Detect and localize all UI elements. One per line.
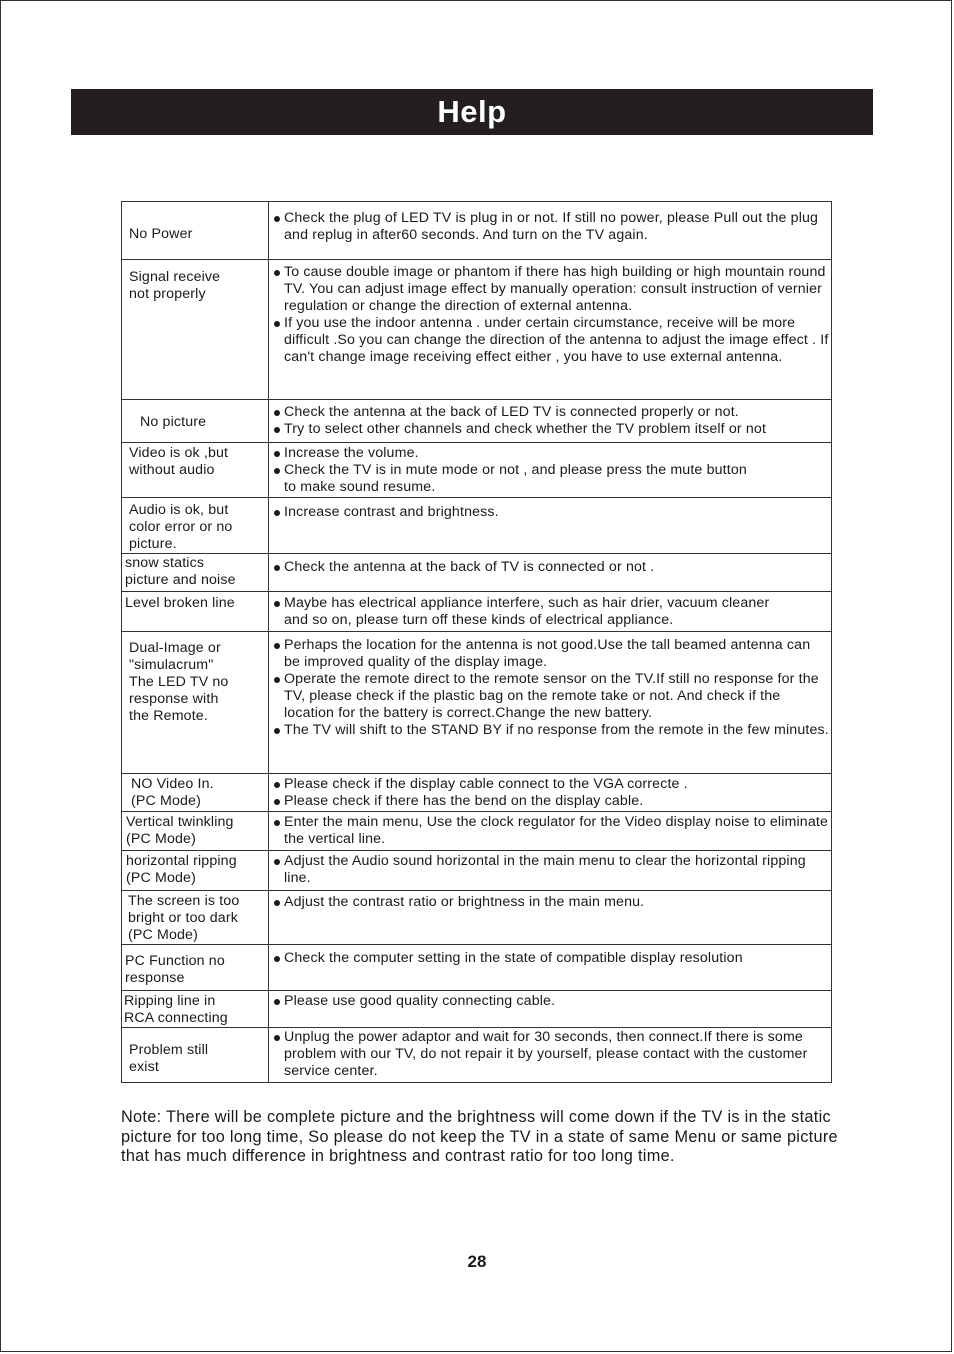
- problem-text: The screen is too bright or too dark (PC Mode): [128, 893, 240, 943]
- solution-cell: [269, 812, 832, 851]
- solution-cell: [269, 443, 832, 498]
- problem-cell: [122, 991, 269, 1028]
- solution-cell: [269, 851, 832, 891]
- solution-cell: [269, 400, 832, 443]
- solution-item: Operate the remote direct to the remote sensor on the TV.If still no response for the TV, please check if the plastic bag on the remote take or not. And check if the location for the battery is correct.Change the new battery.: [273, 671, 829, 722]
- table-row: [122, 851, 832, 891]
- table-row: [122, 554, 832, 592]
- header-bar: [71, 89, 873, 135]
- table-row: [122, 202, 832, 260]
- solution-item: Please use good quality connecting cable.: [273, 993, 829, 1010]
- problem-cell: [122, 592, 269, 632]
- solution-cell: [269, 554, 832, 592]
- solution-item: To cause double image or phantom if there has high building or high mountain round TV. You can adjust image effect by manually operation: consult instruction of vernier regulation or change the direction of external antenna.: [273, 264, 829, 315]
- problem-text: NO Video In. (PC Mode): [131, 776, 214, 809]
- problem-text: PC Function no response: [125, 953, 225, 986]
- solution-cell: [269, 945, 832, 991]
- table-row: [122, 260, 832, 400]
- solution-cell: [269, 202, 832, 260]
- solution-item: Check the plug of LED TV is plug in or not. If still no power, please Pull out the plug and replug in after60 seconds. And turn on the TV again.: [273, 210, 829, 244]
- table-row: [122, 400, 832, 443]
- problem-cell: [122, 1028, 269, 1083]
- problem-cell: [122, 498, 269, 554]
- table-row: [122, 991, 832, 1028]
- table-row: [122, 632, 832, 774]
- table-row: [122, 945, 832, 991]
- solution-item: Adjust the contrast ratio or brightness in the main menu.: [273, 894, 829, 911]
- solution-cell: [269, 592, 832, 632]
- page-title: Help: [437, 94, 507, 129]
- problem-text: No Power: [129, 226, 193, 242]
- problem-cell: [122, 443, 269, 498]
- problem-text: No picture: [140, 414, 207, 430]
- problem-cell: [122, 851, 269, 891]
- problem-cell: [122, 632, 269, 774]
- problem-text: Video is ok ,but without audio: [129, 445, 229, 478]
- solution-cell: [269, 891, 832, 945]
- troubleshooting-table-body: [122, 202, 832, 1083]
- problem-cell: [122, 891, 269, 945]
- solution-item: The TV will shift to the STAND BY if no response from the remote in the few minutes.: [273, 722, 829, 739]
- solution-item: Enter the main menu, Use the clock regulator for the Video display noise to eliminate the vertical line.: [273, 814, 829, 848]
- solution-item: Please check if the display cable connect to the VGA correcte .: [273, 776, 829, 793]
- solution-item: Check the antenna at the back of LED TV is connected properly or not.: [273, 404, 829, 421]
- problem-cell: [122, 554, 269, 592]
- page-number: 28: [467, 1252, 487, 1271]
- solution-item: Try to select other channels and check whether the TV problem itself or not: [273, 421, 829, 438]
- note-paragraph: Note: There will be complete picture and the brightness will come down if the TV is in the static picture for too long time, So please do not keep the TV in a state of same Menu or same picture that has much difference in brightness and contrast ratio for too long time.: [121, 1108, 838, 1165]
- solution-cell: [269, 1028, 832, 1083]
- solution-cell: [269, 498, 832, 554]
- problem-text: snow statics picture and noise: [125, 555, 236, 588]
- solution-item: Check the TV is in mute mode or not , and please press the mute button to make sound resume.: [273, 462, 829, 496]
- troubleshooting-table: [121, 201, 832, 1083]
- table-row: [122, 774, 832, 812]
- problem-text: Level broken line: [125, 595, 235, 611]
- solution-cell: [269, 774, 832, 812]
- solution-item: Increase the volume.: [273, 445, 829, 462]
- table-row: [122, 891, 832, 945]
- solution-item: Maybe has electrical appliance interfere, such as hair drier, vacuum cleaner and so on, please turn off these kinds of electrical appliance.: [273, 595, 829, 629]
- problem-cell: [122, 945, 269, 991]
- problem-text: horizontal ripping (PC Mode): [126, 853, 237, 886]
- solution-item: Check the antenna at the back of TV is connected or not .: [273, 559, 829, 576]
- problem-cell: [122, 774, 269, 812]
- problem-text: Problem still exist: [129, 1042, 209, 1075]
- solution-cell: [269, 991, 832, 1028]
- solution-item: Unplug the power adaptor and wait for 30 seconds, then connect.If there is some problem with our TV, do not repair it by yourself, please contact with the customer service center.: [273, 1029, 829, 1080]
- problem-cell: [122, 400, 269, 443]
- table-row: [122, 592, 832, 632]
- solution-item: If you use the indoor antenna . under certain circumstance, receive will be more difficult .So you can change the direction of the antenna to adjust the image effect . If can't change image receiving effect either , you have to use external antenna.: [273, 315, 829, 366]
- solution-cell: [269, 260, 832, 400]
- problem-cell: [122, 812, 269, 851]
- solution-item: Please check if there has the bend on the display cable.: [273, 793, 829, 810]
- solution-item: Increase contrast and brightness.: [273, 504, 829, 521]
- problem-text: Audio is ok, but color error or no picture.: [129, 502, 233, 552]
- table-row: [122, 498, 832, 554]
- solution-cell: [269, 632, 832, 774]
- solution-item: Check the computer setting in the state of compatible display resolution: [273, 950, 829, 967]
- problem-cell: [122, 202, 269, 260]
- problem-cell: [122, 260, 269, 400]
- problem-text: Vertical twinkling (PC Mode): [126, 814, 234, 847]
- table-row: [122, 443, 832, 498]
- table-row: [122, 812, 832, 851]
- problem-text: Dual-Image or "simulacrum" The LED TV no response with the Remote.: [129, 640, 229, 724]
- table-row: [122, 1028, 832, 1083]
- problem-text: Ripping line in RCA connecting: [124, 993, 228, 1026]
- solution-item: Adjust the Audio sound horizontal in the main menu to clear the horizontal ripping line.: [273, 853, 829, 887]
- solution-item: Perhaps the location for the antenna is not good.Use the tall beamed antenna can be improved quality of the display image.: [273, 637, 829, 671]
- problem-text: Signal receive not properly: [129, 269, 221, 302]
